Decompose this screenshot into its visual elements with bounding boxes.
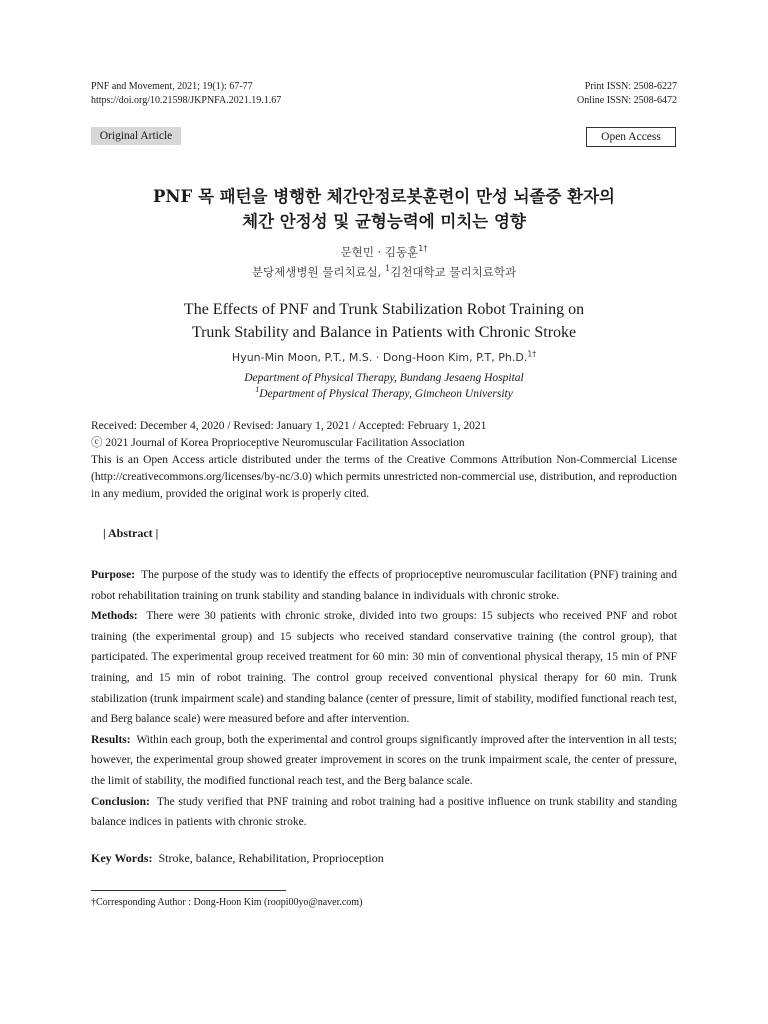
abstract-conclusion [91, 792, 677, 833]
korean-title [60, 184, 708, 234]
methods-label: Methods: [91, 610, 138, 623]
keywords-label: Key Words: [91, 851, 153, 865]
korean-affiliation-1: 분당제생병원 물리치료실, [251, 265, 386, 279]
abstract-methods [91, 606, 677, 730]
korean-title-line1: PNF 목 패턴을 병행한 체간안정로봇훈련이 만성 뇌졸중 환자의 [153, 187, 615, 206]
doi-link[interactable]: https://doi.org/10.21598/JKPNFA.2021.19.1.67 [91, 95, 282, 106]
korean-author-marker: 1† [418, 244, 428, 254]
english-affiliations [0, 370, 768, 402]
abstract-purpose [91, 565, 677, 606]
keywords-value: Stroke, balance, Rehabilitation, Proprioception [158, 851, 384, 865]
english-affiliation-1: Department of Physical Therapy, Bundang Jesaeng Hospital [244, 372, 524, 384]
article-meta [91, 418, 677, 503]
english-affiliation-2: Department of Physical Therapy, Gimcheon University [259, 388, 513, 400]
korean-authors [0, 244, 768, 260]
conclusion-label: Conclusion: [91, 795, 150, 808]
license-notice: This is an Open Access article distributed under the terms of the Creative Commons Attribution Non-Commercial License (http://creativecommons.org/licenses/by-nc/3.0) which permits unrestricted non-commercial use, distribution, and reproduction in any medium, provided the original work is properly cited. [91, 454, 677, 500]
english-affiliation-2-line [0, 386, 768, 402]
methods-text: There were 30 patients with chronic stroke, divided into two groups: 15 subjects who received PNF and robot training (the experimental group) and 15 subjects who received standard conservative training (the control group), that participated. The experimental group received treatment for 60 min: 30 min of conventional physical therapy, 15 min of PNF training, and 15 min of robot training. The control group received conventional physical therapy for 60 min. Trunk stabilization (trunk impairment scale) and standing balance (center of pressure, limit of stability, modified functional reach test, and Berg balance scale) were measured before and after intervention. [91, 610, 677, 726]
received-dates: Received: December 4, 2020 / Revised: January 1, 2021 / Accepted: February 1, 2021 [91, 420, 487, 432]
english-title-line1: The Effects of PNF and Trunk Stabilization Robot Training on [183, 301, 585, 318]
purpose-text: The purpose of the study was to identify the effects of proprioceptive neuromuscular facilitation (PNF) training and robot rehabilitation training on trunk stability and standing balance in individuals with chronic stroke. [91, 569, 677, 602]
results-label: Results: [91, 733, 131, 746]
conclusion-text: The study verified that PNF training and robot training had a positive influence on trunk stability and standing balance indices in patients with chronic stroke. [91, 795, 678, 829]
journal-citation: PNF and Movement, 2021; 19(1): 67-77 [91, 81, 253, 92]
korean-affiliation [0, 264, 768, 280]
print-issn: Print ISSN: 2508-6227 [584, 81, 677, 92]
abstract-heading: | Abstract | [103, 526, 159, 540]
english-title-line2: Trunk Stability and Balance in Patients with Chronic Stroke [191, 324, 577, 341]
online-issn: Online ISSN: 2508-6472 [577, 95, 677, 106]
footnote-divider [91, 890, 286, 891]
journal-header-left [91, 80, 281, 108]
keywords [91, 851, 384, 866]
abstract-body [91, 565, 677, 833]
english-author-marker: 1† [527, 349, 537, 359]
english-authors [0, 350, 768, 365]
corresponding-author-footnote: †Corresponding Author : Dong-Hoon Kim (roopi00yo@naver.com) [91, 897, 363, 908]
english-title [60, 298, 708, 344]
results-text: Within each group, both the experimental and control groups significantly improved after the intervention in all tests; however, the experimental group showed greater improvement in scores on the trunk impairment scale, the center of pressure, the limit of stability, the modified functional reach test, and the Berg balance scale. [91, 733, 677, 787]
english-affiliation-marker: 1 [255, 385, 260, 395]
open-access-badge: Open Access [586, 127, 676, 147]
korean-affiliation-2: 김천대학교 물리치료학과 [390, 265, 517, 279]
copyright-notice: ⓒ 2021 Journal of Korea Proprioceptive Neuromuscular Facilitation Association [91, 437, 465, 449]
korean-affiliation-marker: 1 [385, 264, 391, 274]
article-type-badge: Original Article [91, 127, 181, 145]
journal-header-right [577, 80, 677, 108]
english-author-names: Hyun-Min Moon, P.T., M.S. · Dong-Hoon Kim, P.T, Ph.D. [231, 351, 528, 364]
purpose-label: Purpose: [91, 569, 136, 581]
korean-author-names: 문현민 · 김동훈 [340, 245, 419, 259]
korean-title-line2: 체간 안정성 및 균형능력에 미치는 영향 [242, 212, 526, 231]
abstract-results [91, 730, 677, 792]
